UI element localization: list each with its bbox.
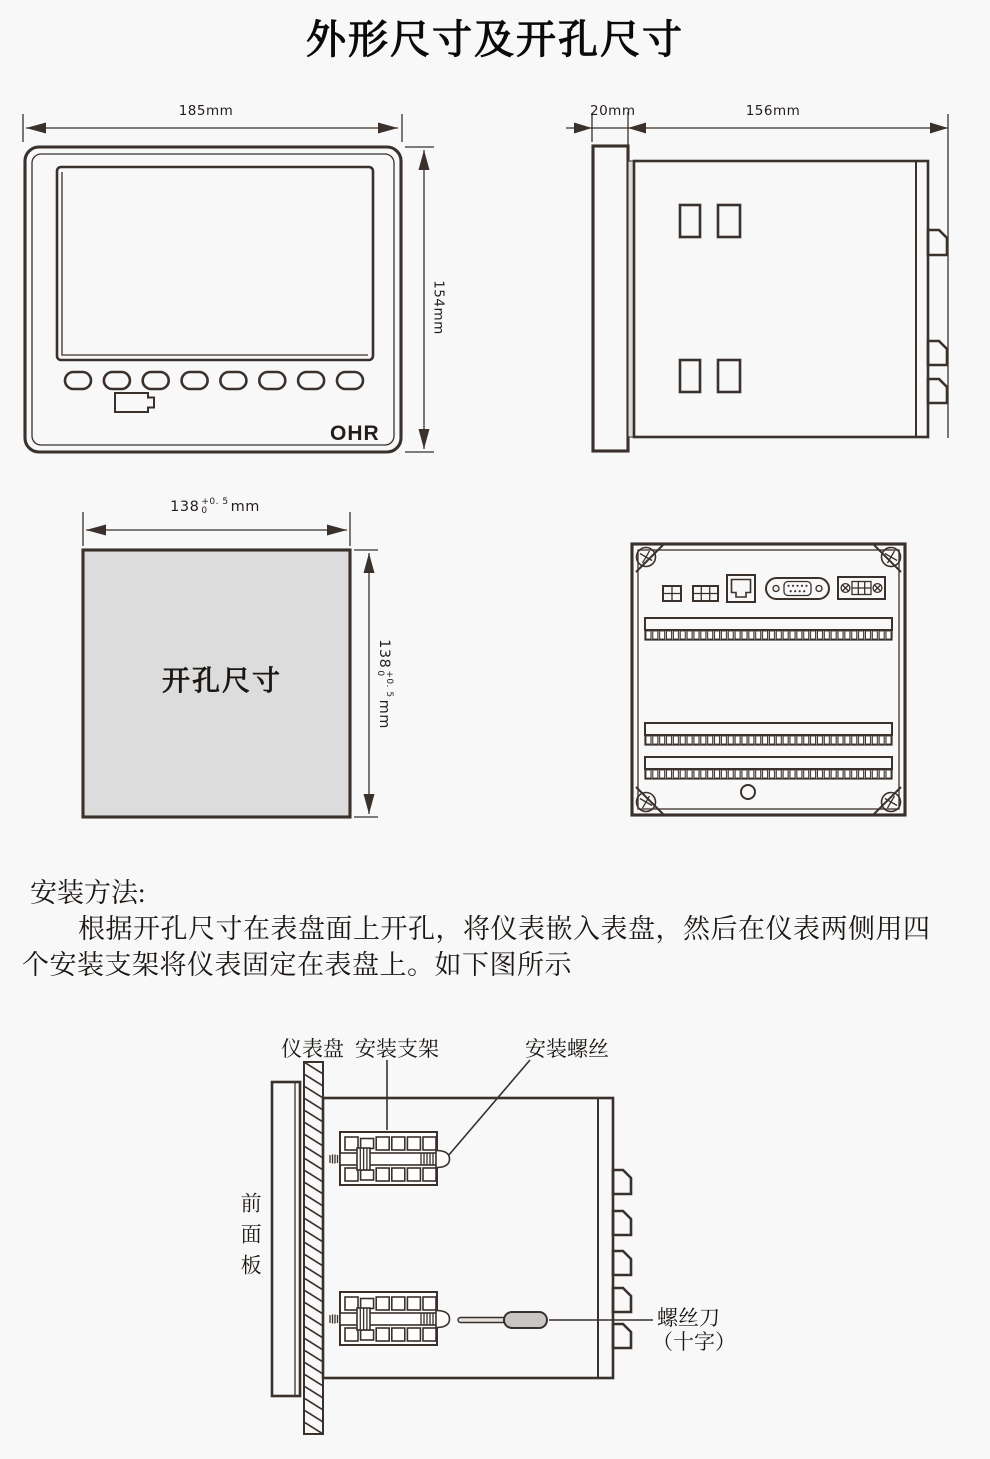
front-buttons <box>65 372 363 389</box>
terminal-strip <box>645 723 892 745</box>
cutout-width-dimension <box>83 512 350 546</box>
cutout-view <box>83 512 378 817</box>
front-height-label: 154mm <box>430 280 447 335</box>
rj45-port <box>727 575 755 602</box>
brand-logo: OHR <box>330 422 380 445</box>
panel-board-hatch <box>304 1062 323 1434</box>
connector-2pin <box>663 586 681 601</box>
terminal-strip <box>645 757 892 779</box>
front-panel-bezel <box>272 1082 300 1396</box>
label-front-panel: 前面板 <box>238 1192 263 1285</box>
side-mounting-tabs <box>928 230 947 403</box>
rear-view <box>632 544 905 815</box>
install-diagram <box>272 1060 653 1434</box>
label-mounting-screw: 安装螺丝 <box>525 1037 609 1061</box>
db9-port <box>766 578 829 599</box>
rear-hole <box>741 785 755 799</box>
side-body <box>634 161 928 437</box>
install-paragraph-line1: 根据开孔尺寸在表盘面上开孔，将仪表嵌入表盘，然后在仪表两侧用四 <box>78 914 931 944</box>
label-screwdriver-type: （十字） <box>652 1330 736 1354</box>
install-paragraph-line2: 个安装支架将仪表固定在表盘上。如下图所示 <box>22 950 572 980</box>
terminal-strip <box>645 618 892 640</box>
connector-3pin <box>693 586 718 601</box>
side-vents <box>680 205 740 392</box>
side-view <box>566 112 948 451</box>
mounting-bracket <box>330 1132 450 1185</box>
device-outline <box>25 147 401 452</box>
label-mounting-bracket: 安装支架 <box>355 1037 439 1061</box>
power-terminal <box>838 577 885 599</box>
usb-port <box>115 393 154 412</box>
side-depth-label: 20mm <box>590 103 636 119</box>
cutout-area-label: 开孔尺寸 <box>162 666 283 697</box>
page-title: 外形尺寸及开孔尺寸 <box>306 18 684 62</box>
side-length-label: 156mm <box>745 103 801 119</box>
screw-leader-line <box>448 1060 530 1156</box>
front-width-label: 185mm <box>178 103 234 119</box>
install-heading: 安装方法: <box>30 878 146 908</box>
screen <box>57 167 373 360</box>
cutout-height-label: 138 +0. 5 0 mm <box>375 639 394 729</box>
label-panel-board: 仪表盘 <box>281 1037 344 1061</box>
side-bezel <box>593 146 628 451</box>
front-view <box>23 114 434 452</box>
label-screwdriver: 螺丝刀 <box>657 1306 720 1330</box>
screwdriver <box>458 1312 547 1328</box>
cutout-width-label: 138 +0. 5 0 mm <box>170 497 260 516</box>
mounting-bracket <box>330 1292 450 1345</box>
